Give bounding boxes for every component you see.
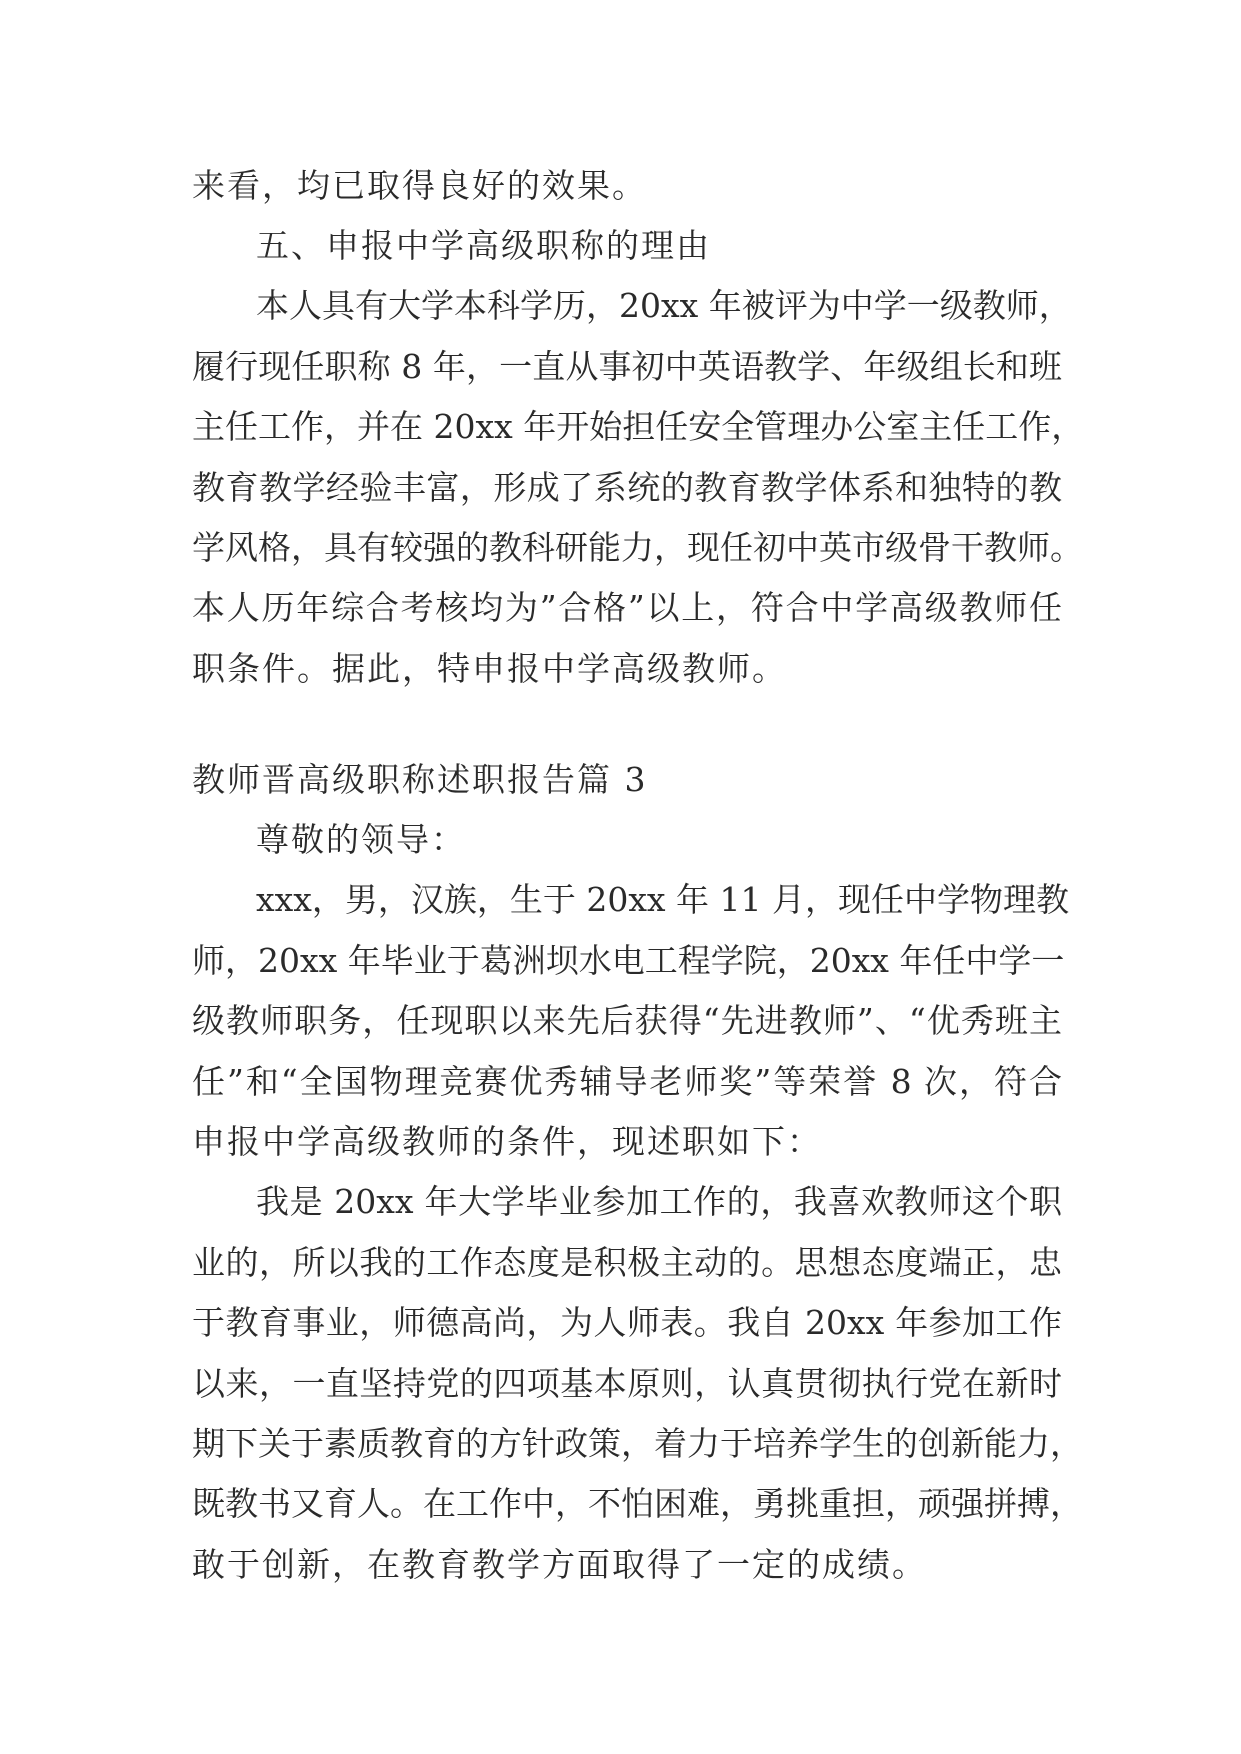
paragraph-line: 敢于创新，在教育教学方面取得了一定的成绩。: [192, 1545, 927, 1584]
paragraph-line: 职条件。据此，特申报中学高级教师。: [192, 649, 787, 688]
report-title: 教师晋高级职称述职报告篇 3: [192, 760, 648, 799]
paragraph-line: 既教书又育人。在工作中，不怕困难，勇挑重担，顽强拼搏，: [192, 1484, 1083, 1523]
paragraph-line: 任”和“全国物理竞赛优秀辅导老师奖”等荣誉 8 次，符合: [192, 1062, 1062, 1101]
paragraph-line: 教育教学经验丰富，形成了系统的教育教学体系和独特的教: [192, 468, 1062, 507]
paragraph-line: 主任工作，并在 20xx 年开始担任安全管理办公室主任工作，: [192, 407, 1085, 446]
paragraph-line: 期下关于素质教育的方针政策，着力于培养学生的创新能力，: [192, 1424, 1083, 1463]
paragraph-line: 学风格，具有较强的教科研能力，现任初中英市级骨干教师。: [192, 528, 1083, 567]
paragraph-line: 本人历年综合考核均为”合格”以上，符合中学高级教师任: [192, 588, 1062, 627]
paragraph-line: 来看，均已取得良好的效果。: [192, 166, 647, 205]
paragraph-line: 业的，所以我的工作态度是积极主动的。思想态度端正，忠: [192, 1243, 1062, 1282]
paragraph-line: 师，20xx 年毕业于葛洲坝水电工程学院，20xx 年任中学一: [192, 941, 1065, 980]
paragraph-line: 以来，一直坚持党的四项基本原则，认真贯彻执行党在新时: [192, 1364, 1062, 1403]
paragraph-line: 本人具有大学本科学历，20xx 年被评为中学一级教师，: [256, 286, 1072, 325]
paragraph-line: 履行现任职称 8 年，一直从事初中英语教学、年级组长和班: [192, 347, 1062, 386]
paragraph-line: 我是 20xx 年大学毕业参加工作的，我喜欢教师这个职: [256, 1182, 1062, 1221]
paragraph-line: xxx，男，汉族，生于 20xx 年 11 月，现任中学物理教: [256, 880, 1069, 919]
paragraph-line: 于教育事业，师德高尚，为人师表。我自 20xx 年参加工作: [192, 1303, 1062, 1342]
section-heading: 五、申报中学高级职称的理由: [256, 226, 711, 265]
paragraph-line: 级教师职务，任现职以来先后获得“先进教师”、“优秀班主: [192, 1001, 1062, 1040]
paragraph-line: 申报中学高级教师的条件，现述职如下：: [192, 1122, 822, 1161]
salutation: 尊敬的领导：: [256, 820, 466, 859]
